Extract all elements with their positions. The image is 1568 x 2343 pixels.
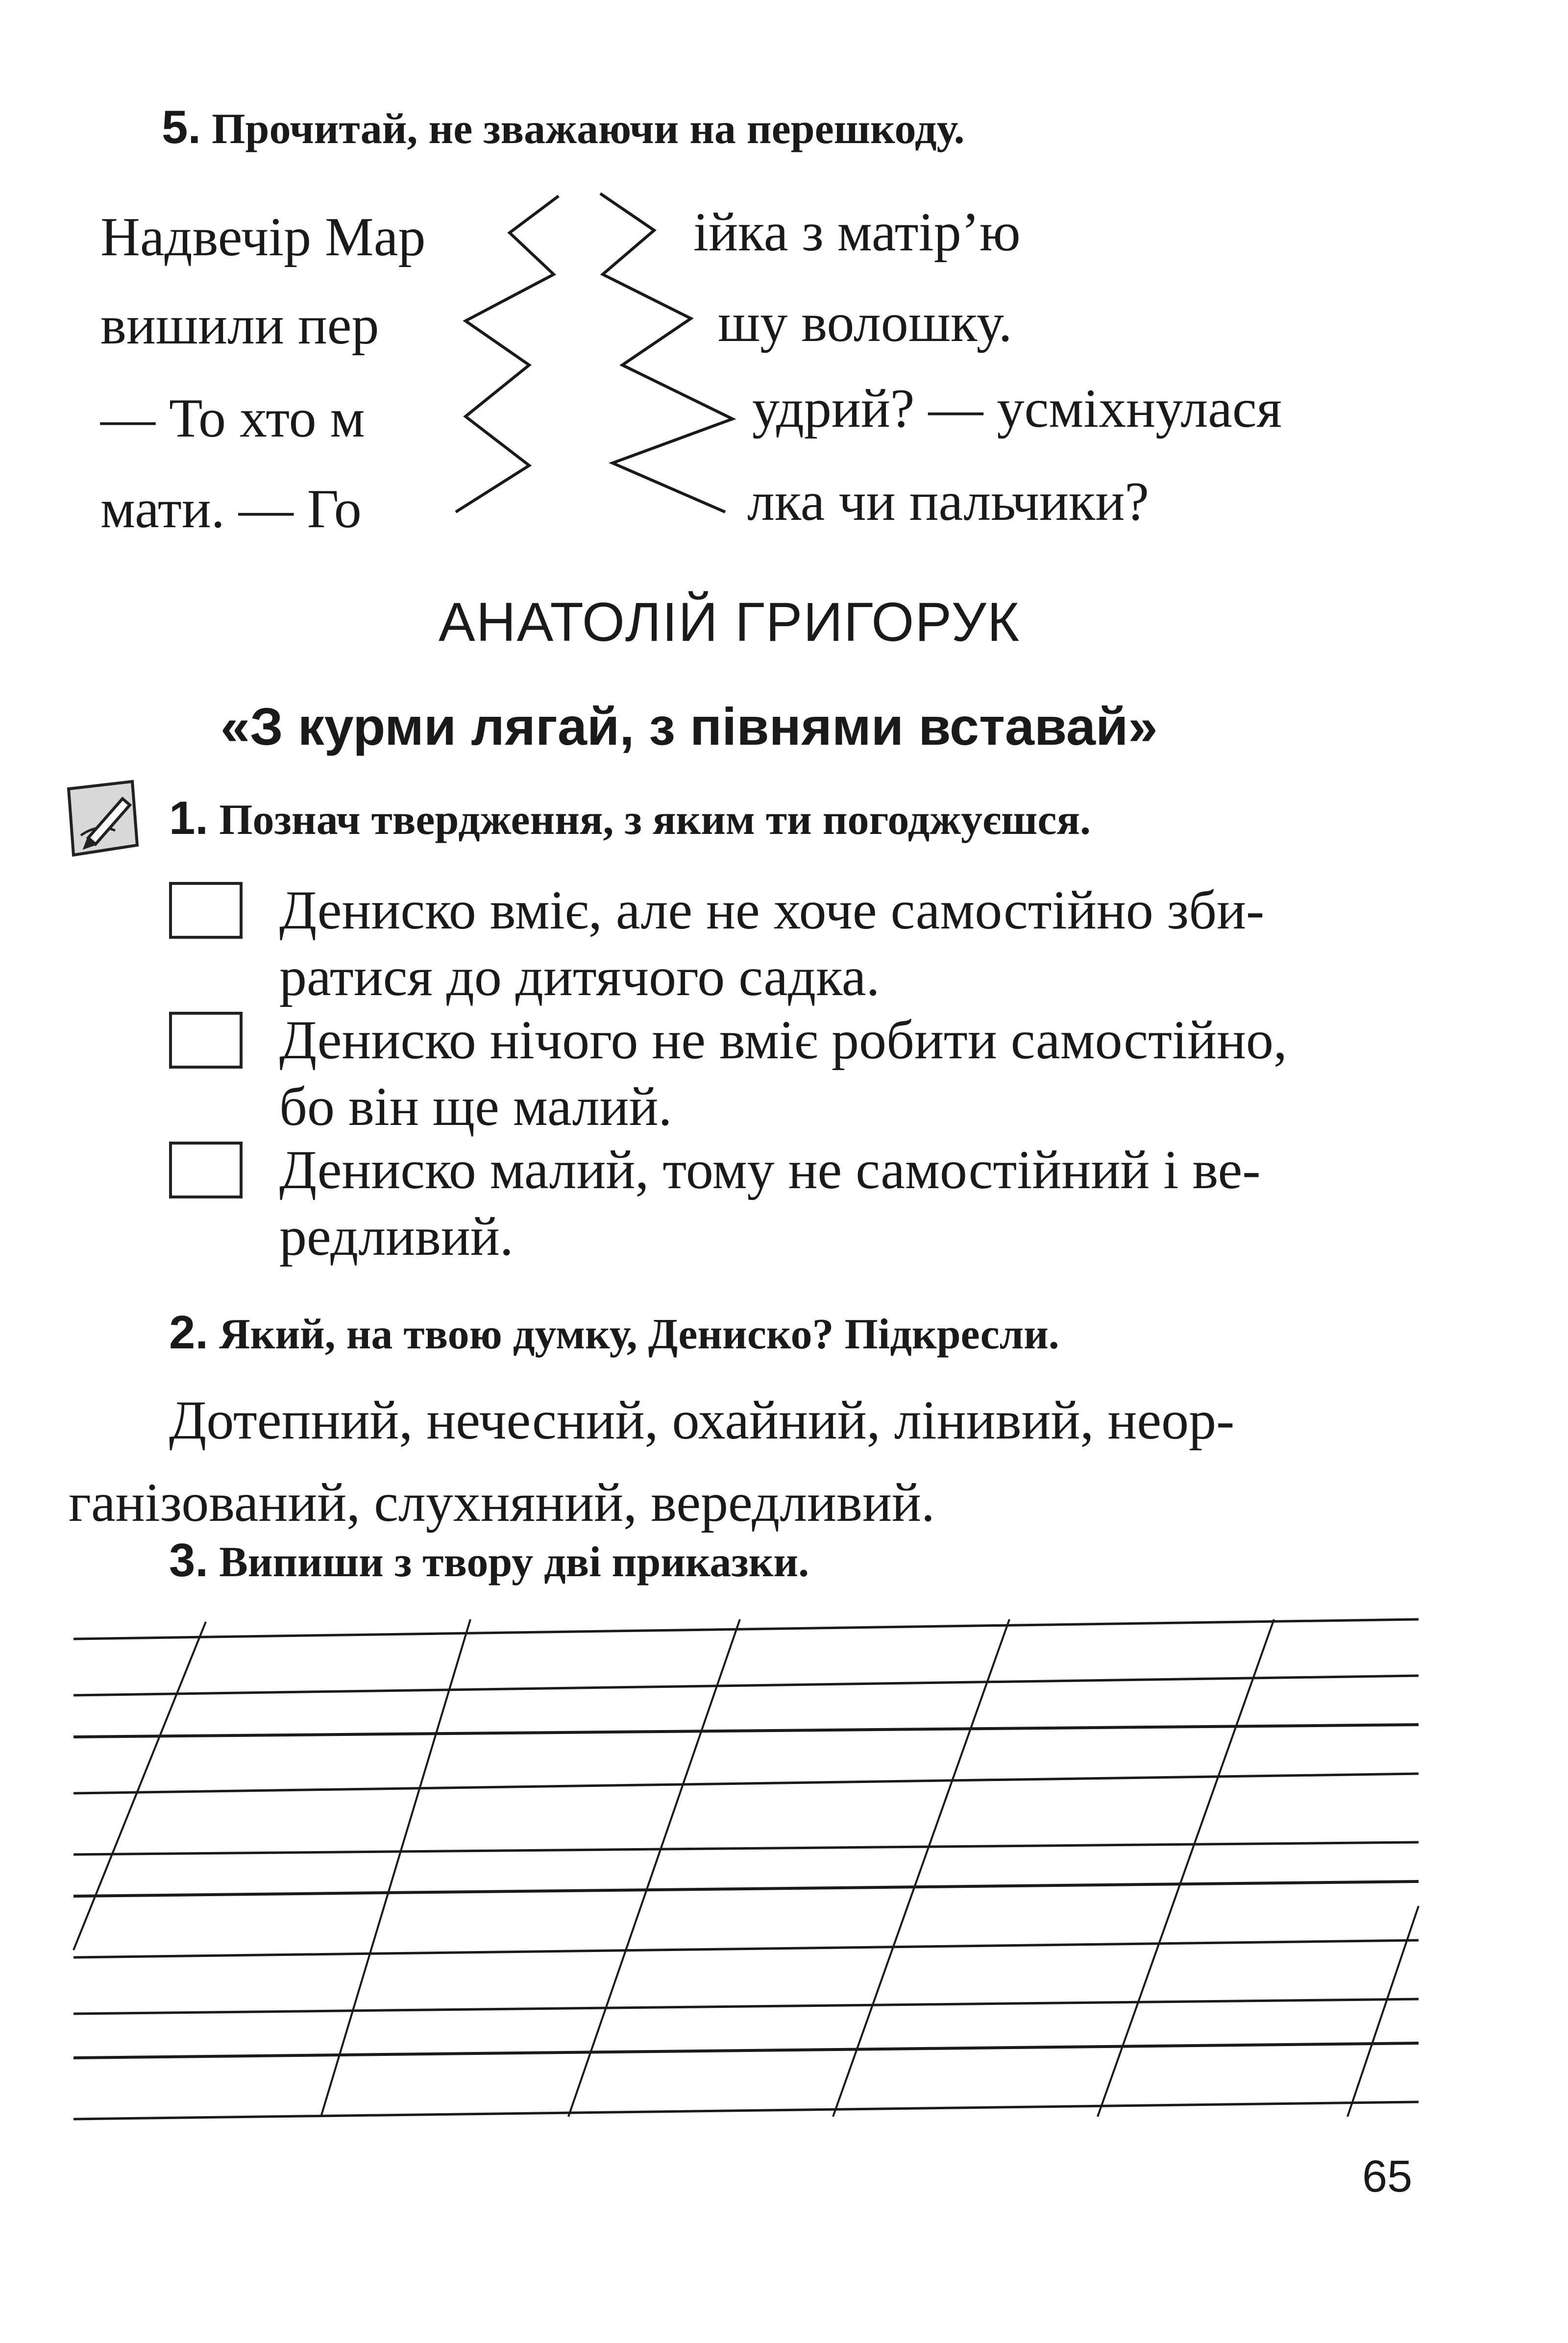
task-2-number: 2. [169, 1306, 209, 1359]
option-1-line-1: Дениско вміє, але не хоче самостійно зби- [279, 880, 1265, 941]
zigzag-right [600, 194, 733, 512]
option-3-line-2: редливий. [279, 1206, 514, 1267]
option-3-checkbox[interactable] [169, 1142, 243, 1198]
option-3-text [279, 1137, 1436, 1270]
puzzle-left-line-3: — То хто м [100, 388, 365, 449]
task-5-instruction: Прочитай, не зважаючи на перешкоду. [212, 105, 965, 153]
puzzle-left-line-2: вишили пер [100, 295, 379, 356]
page-number: 65 [1362, 2151, 1413, 2201]
option-2-line-2: бо він ще малий. [279, 1076, 672, 1137]
puzzle-right-line-4: лка чи пальчики? [747, 471, 1149, 532]
pencil-writing-icon [59, 777, 142, 860]
puzzle-left-line-4: мати. — Го [100, 479, 362, 539]
task-5-number: 5. [162, 101, 201, 153]
task-2-heading [169, 1306, 1059, 1360]
option-1-line-2: ратися до дитячого садка. [279, 947, 880, 1007]
option-3-line-1: Дениско малий, тому не самостійний і ве- [279, 1140, 1261, 1200]
writing-area[interactable] [74, 1619, 1419, 2119]
option-1-text [279, 877, 1436, 1010]
task-3-heading [169, 1534, 809, 1587]
task-3-instruction: Випиши з твору дві приказки. [219, 1538, 809, 1586]
puzzle-right-line-2: шу волошку. [718, 293, 1012, 353]
puzzle-left-line-1: Надвечір Мар [100, 207, 426, 268]
story-title: «З курми лягай, з півнями вставай» [220, 697, 1158, 756]
option-2-line-1: Дениско нічого не вміє робити самостійно, [279, 1010, 1287, 1071]
task-1-instruction: Познач твердження, з яким ти погоджуєшся. [219, 796, 1091, 844]
task-3-number: 3. [169, 1534, 209, 1586]
task-2-adjectives [69, 1379, 1443, 1544]
zigzag-obstacle [456, 194, 733, 512]
puzzle-right-line-3: удрий? — усміхнулася [752, 378, 1282, 439]
task-2-instruction: Який, на твою думку, Дениско? Підкресли. [219, 1311, 1059, 1358]
task-2-line-2: ганізований, слухняний, вередливий. [69, 1472, 935, 1533]
option-1-checkbox[interactable] [169, 882, 243, 939]
puzzle-right-line-1: ійка з матір’ю [693, 202, 1021, 263]
task-1-heading [169, 791, 1091, 845]
task-2-line-1: Дотепний, нечесний, охайний, лінивий, неор- [169, 1390, 1235, 1451]
zigzag-left [456, 196, 559, 512]
option-2-checkbox[interactable] [169, 1012, 243, 1069]
author-name: АНАТОЛІЙ ГРИГОРУК [439, 591, 1020, 653]
task-1-number: 1. [169, 792, 209, 844]
option-2-text [279, 1007, 1436, 1140]
